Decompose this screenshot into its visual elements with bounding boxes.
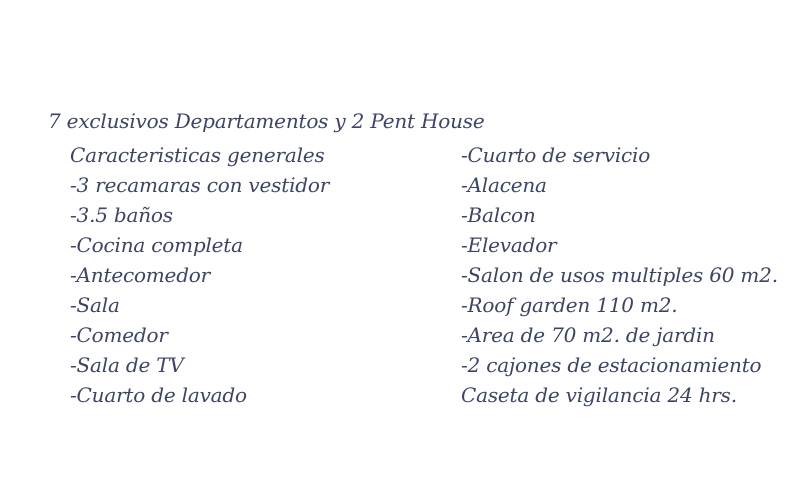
feature-item: -Roof garden 110 m2. bbox=[461, 293, 678, 317]
feature-item: -Cocina completa bbox=[70, 233, 243, 257]
feature-item: -Cuarto de lavado bbox=[70, 383, 247, 407]
feature-item: -Antecomedor bbox=[70, 263, 211, 287]
feature-item: -3 recamaras con vestidor bbox=[70, 173, 330, 197]
feature-item: -3.5 baños bbox=[70, 203, 173, 227]
feature-item: -Elevador bbox=[461, 233, 557, 257]
features-list-right bbox=[461, 140, 778, 410]
page-title: 7 exclusivos Departamentos y 2 Pent House bbox=[48, 109, 485, 133]
feature-item: -Area de 70 m2. de jardin bbox=[461, 323, 715, 347]
feature-item: -Cuarto de servicio bbox=[461, 143, 651, 167]
feature-item: -2 cajones de estacionamiento bbox=[461, 353, 762, 377]
feature-item: Caseta de vigilancia 24 hrs. bbox=[461, 383, 737, 407]
feature-item: -Salon de usos multiples 60 m2. bbox=[461, 263, 778, 287]
feature-item: -Balcon bbox=[461, 203, 536, 227]
feature-item: -Comedor bbox=[70, 323, 168, 347]
feature-item: -Sala de TV bbox=[70, 353, 184, 377]
features-list-left bbox=[70, 140, 329, 410]
section-heading: Caracteristicas generales bbox=[70, 143, 325, 167]
feature-item: -Alacena bbox=[461, 173, 547, 197]
feature-item: -Sala bbox=[70, 293, 120, 317]
